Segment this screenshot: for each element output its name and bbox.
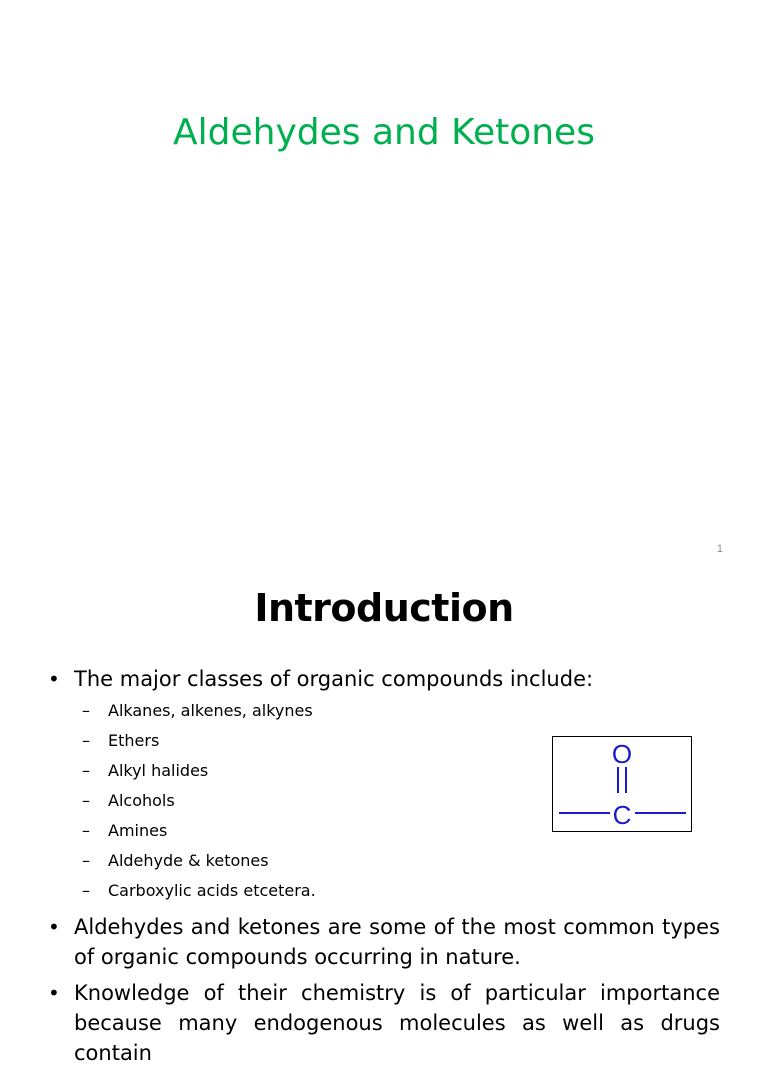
- carbonyl-structure-diagram: [552, 736, 692, 832]
- sub-bullet-text: Ethers: [108, 731, 160, 750]
- bullet-marker: •: [48, 915, 60, 939]
- dash-marker: –: [82, 701, 90, 720]
- sub-bullet-item: [82, 696, 720, 726]
- slide-number: 1: [716, 543, 723, 555]
- slide-title: Aldehydes and Ketones: [173, 112, 595, 153]
- carbonyl-structure-svg: [553, 737, 690, 830]
- bullet-item: [48, 978, 720, 1068]
- introduction-slide: [0, 576, 768, 1065]
- dash-marker: –: [82, 821, 90, 840]
- sub-bullet-text: Alcohols: [108, 791, 175, 810]
- bullet-marker: •: [48, 667, 60, 691]
- sub-bullet-text: Aldehyde & ketones: [108, 851, 269, 870]
- bullet-marker: •: [48, 981, 60, 1005]
- sub-bullet-text: Amines: [108, 821, 168, 840]
- sub-bullet-item: [82, 846, 720, 876]
- bullet-text: Aldehydes and ketones are some of the most common types of organic compounds occurring in nature.: [74, 915, 720, 969]
- sub-bullet-text: Alkanes, alkenes, alkynes: [108, 701, 313, 720]
- sub-bullet-item: [82, 876, 720, 906]
- dash-marker: –: [82, 731, 90, 750]
- slide-title: Introduction: [254, 586, 514, 630]
- bullet-item: [48, 912, 720, 972]
- dash-marker: –: [82, 851, 90, 870]
- bullet-text: Knowledge of their chemistry is of particular importance because many endogenous molecules as well as drugs contain: [74, 981, 720, 1065]
- bullet-text: The major classes of organic compounds include:: [74, 667, 594, 691]
- dash-marker: –: [82, 881, 90, 900]
- bullet-list: [48, 664, 720, 1074]
- dash-marker: –: [82, 761, 90, 780]
- oxygen-atom-label: O: [611, 739, 633, 769]
- dash-marker: –: [82, 791, 90, 810]
- carbon-atom-label: C: [612, 800, 632, 830]
- sub-bullet-text: Alkyl halides: [108, 761, 209, 780]
- sub-bullet-text: Carboxylic acids etcetera.: [108, 881, 316, 900]
